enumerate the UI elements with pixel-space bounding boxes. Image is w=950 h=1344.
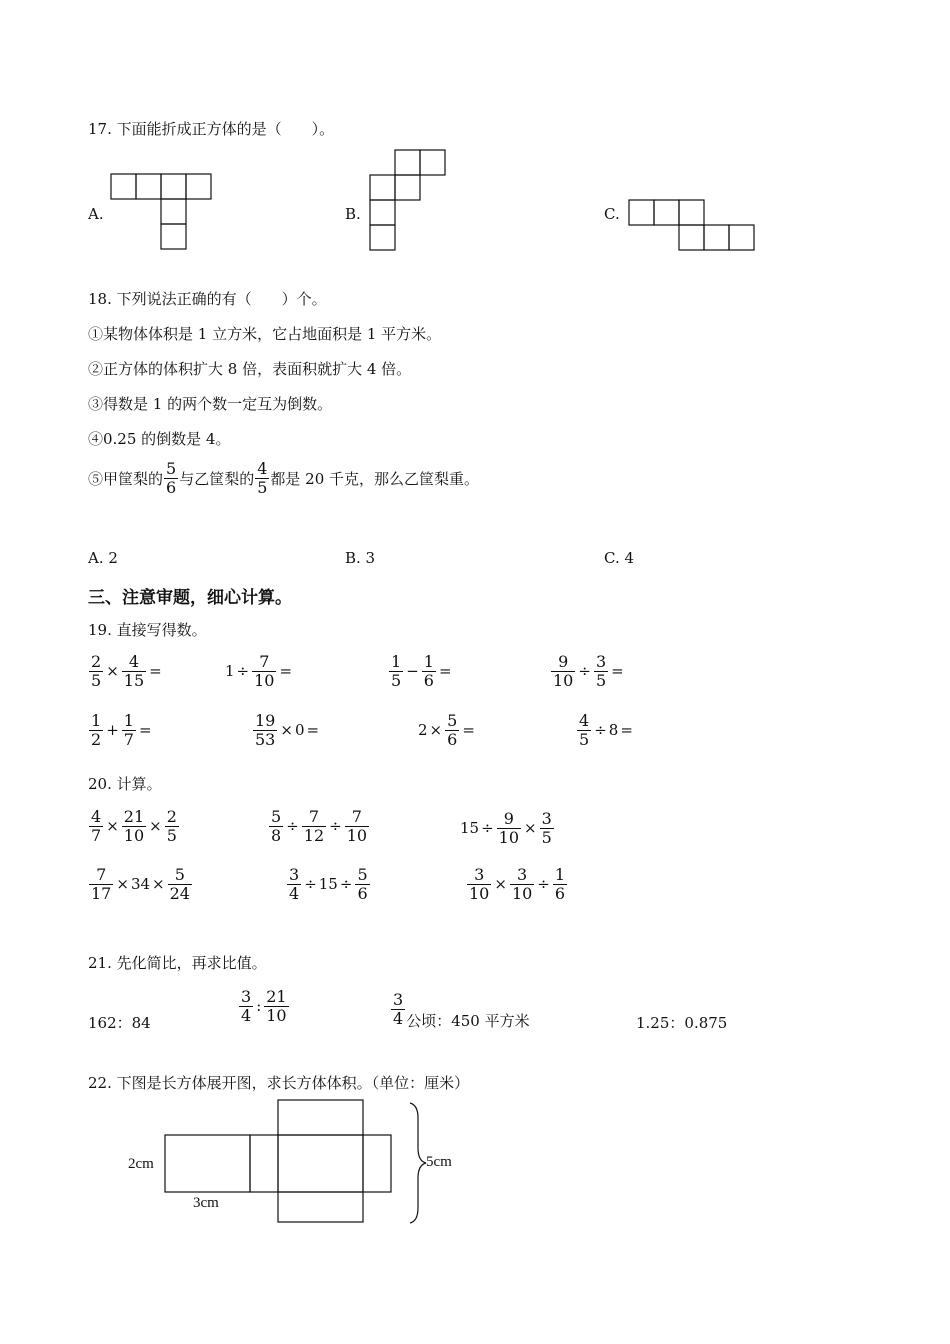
q20-expr-4: $\frac{7}{17}$ × 34 × $\frac{5}{24}$ xyxy=(91,865,190,903)
q19-expr-4: $\frac{9}{10}$ ÷ $\frac{3}{5}$ = xyxy=(553,652,624,690)
q18-statement-3: ③得数是 1 的两个数一定互为倒数。 xyxy=(88,395,333,413)
q21-ratio-1: 162：84 xyxy=(88,1014,151,1032)
q18-option-c[interactable]: C. 4 xyxy=(604,549,635,567)
q18-statement-4: ④0.25 的倒数是 4。 xyxy=(88,430,231,448)
q20-expr-6: $\frac{3}{10}$ × $\frac{3}{10}$ ÷ $\frac{1}{6}$ xyxy=(469,865,566,903)
q20-expr-1: $\frac{4}{7}$ × $\frac{21}{10}$ × $\frac{2}{5}$ xyxy=(91,807,177,845)
q17-option-a-label[interactable]: A. xyxy=(88,205,104,223)
q18-statement-2: ②正方体的体积扩大 8 倍，表面积就扩大 4 倍。 xyxy=(88,360,412,378)
q21-ratio-2: $\frac{3}{4}$ : $\frac{21}{10}$ xyxy=(241,987,287,1025)
q17-option-c-label[interactable]: C. xyxy=(604,205,620,223)
q19-expr-1: $\frac{2}{5}$ × $\frac{4}{15}$ = xyxy=(91,652,162,690)
q20-stem: 20. 计算。 xyxy=(88,775,162,793)
q20-expr-2: $\frac{5}{8}$ ÷ $\frac{7}{12}$ ÷ $\frac{7}{10}$ xyxy=(271,807,368,845)
q19-expr-5: $\frac{1}{2}$ + $\frac{1}{7}$ = xyxy=(91,711,152,749)
q22-stem: 22. 下图是长方体展开图，求长方体体积。（单位：厘米） xyxy=(88,1074,470,1092)
q17-option-b-label[interactable]: B. xyxy=(345,205,361,223)
q17-stem: 17. 下面能折成正方体的是（ ）。 xyxy=(88,120,335,138)
q21-ratio-4: 1.25：0.875 xyxy=(636,1014,728,1032)
q18-option-a[interactable]: A. 2 xyxy=(88,549,118,567)
q19-expr-7: 2 × $\frac{5}{6}$ = xyxy=(418,711,475,749)
q21-ratio-3: $\frac{3}{4}$ 公顷：450 平方米 xyxy=(393,990,530,1030)
brace-icon xyxy=(410,1103,426,1223)
q20-expr-3: 15 ÷ $\frac{9}{10}$ × $\frac{3}{5}$ xyxy=(460,809,552,847)
q19-expr-3: $\frac{1}{5}$ − $\frac{1}{6}$ = xyxy=(391,652,452,690)
q19-expr-6: $\frac{19}{53}$ × 0 = xyxy=(255,711,320,749)
q19-expr-8: $\frac{4}{5}$ ÷ 8 = xyxy=(579,711,633,749)
q22-label-width: 3cm xyxy=(193,1195,219,1211)
q18-option-b[interactable]: B. 3 xyxy=(345,549,376,567)
q18-statement-5: ⑤甲筐梨的 $\frac{5}{6}$ 与乙筐梨的 $\frac{4}{5}$ 都是 20 千克，那么乙筐梨重。 xyxy=(88,459,480,497)
q19-stem: 19. 直接写得数。 xyxy=(88,621,207,639)
q21-stem: 21. 先化简比，再求比值。 xyxy=(88,954,267,972)
q20-expr-5: $\frac{3}{4}$ ÷ 15 ÷ $\frac{5}{6}$ xyxy=(289,865,368,903)
q18-stem: 18. 下列说法正确的有（ ）个。 xyxy=(88,290,327,308)
q19-expr-2: 1 ÷ $\frac{7}{10}$ = xyxy=(225,652,293,690)
q18-statement-1: ①某物体体积是 1 立方米，它占地面积是 1 平方米。 xyxy=(88,325,442,343)
section-3-heading: 三、注意审题，细心计算。 xyxy=(88,588,292,608)
q22-label-length: 5cm xyxy=(426,1154,452,1170)
q22-label-height: 2cm xyxy=(128,1156,154,1172)
